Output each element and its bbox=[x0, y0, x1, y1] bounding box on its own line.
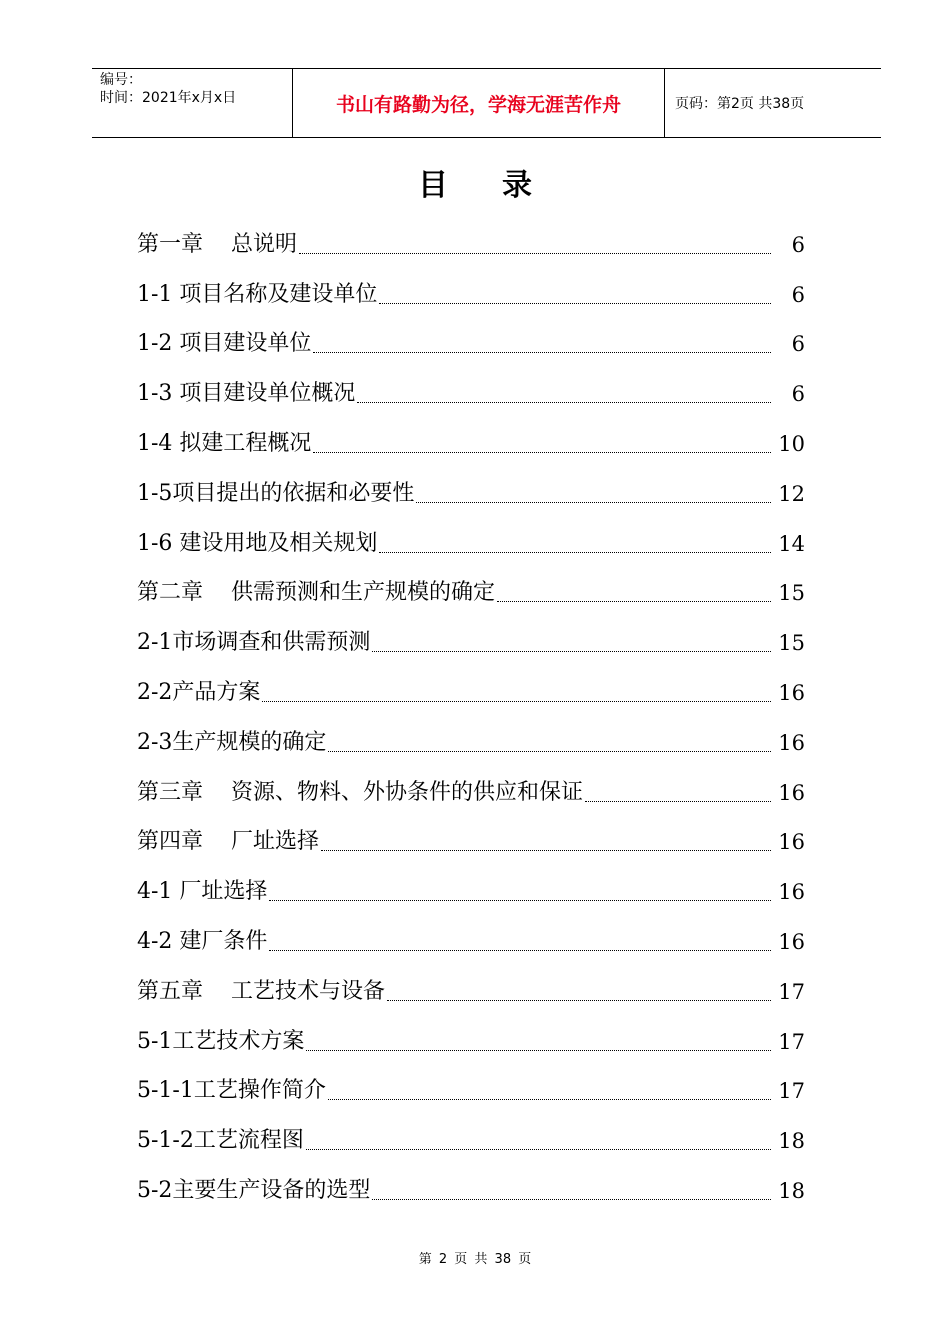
toc-entry[interactable] bbox=[137, 511, 805, 561]
toc-entry-label: 1-4 拟建工程概况 bbox=[137, 430, 312, 456]
toc-entry-label: 4-2 建厂条件 bbox=[137, 928, 268, 954]
toc-entry-label: 5-2主要生产设备的选型 bbox=[137, 1177, 371, 1203]
toc-leader bbox=[497, 600, 771, 602]
table-of-contents bbox=[137, 212, 805, 1208]
toc-entry-page: 18 bbox=[778, 1178, 805, 1203]
toc-entry-page: 16 bbox=[778, 830, 805, 855]
toc-entry-page: 17 bbox=[778, 979, 805, 1004]
toc-leader bbox=[372, 1198, 771, 1200]
toc-entry-page: 17 bbox=[778, 1079, 805, 1104]
toc-entry-label: 2-3生产规模的确定 bbox=[137, 729, 327, 755]
toc-entry-label: 5-1工艺技术方案 bbox=[137, 1028, 305, 1054]
toc-entry[interactable] bbox=[137, 959, 805, 1009]
toc-entry[interactable] bbox=[137, 610, 805, 660]
toc-leader bbox=[379, 551, 771, 553]
toc-leader bbox=[306, 1049, 771, 1051]
toc-leader bbox=[328, 750, 771, 752]
toc-entry[interactable] bbox=[137, 1059, 805, 1109]
toc-entry-page: 16 bbox=[778, 880, 805, 905]
toc-entry-label: 第一章 总说明 bbox=[137, 231, 297, 257]
header-motto: 书山有路勤为径，学海无涯苦作舟 bbox=[293, 69, 665, 137]
toc-entry-page: 17 bbox=[778, 1029, 805, 1054]
toc-entry[interactable] bbox=[137, 859, 805, 909]
toc-entry[interactable] bbox=[137, 810, 805, 860]
toc-leader bbox=[262, 700, 771, 702]
toc-entry[interactable] bbox=[137, 1009, 805, 1059]
toc-entry-page: 16 bbox=[778, 780, 805, 805]
toc-entry-page: 18 bbox=[778, 1129, 805, 1154]
toc-leader bbox=[372, 650, 771, 652]
toc-entry[interactable] bbox=[137, 212, 805, 262]
toc-entry-page: 6 bbox=[791, 332, 805, 357]
toc-entry-label: 5-1-1工艺操作简介 bbox=[137, 1078, 326, 1104]
page-header bbox=[92, 68, 881, 138]
header-page: 页码：第2页 共38页 bbox=[675, 96, 805, 112]
page-footer: 第 2 页 共 38 页 bbox=[418, 1252, 532, 1267]
toc-entry[interactable] bbox=[137, 1158, 805, 1208]
toc-entry-label: 1-6 建设用地及相关规划 bbox=[137, 530, 378, 556]
toc-entry-label: 第四章 厂址选择 bbox=[137, 829, 319, 855]
toc-leader bbox=[328, 1098, 771, 1100]
toc-leader bbox=[321, 849, 771, 851]
toc-leader bbox=[379, 302, 771, 304]
toc-entry-page: 6 bbox=[791, 382, 805, 407]
toc-entry-label: 1-1 项目名称及建设单位 bbox=[137, 281, 378, 307]
toc-entry[interactable] bbox=[137, 760, 805, 810]
toc-leader bbox=[387, 999, 771, 1001]
toc-leader bbox=[313, 451, 771, 453]
toc-entry[interactable] bbox=[137, 461, 805, 511]
toc-entry[interactable] bbox=[137, 710, 805, 760]
page-title: 目录 bbox=[418, 168, 586, 203]
toc-entry-label: 1-3 项目建设单位概况 bbox=[137, 381, 356, 407]
toc-leader bbox=[269, 899, 771, 901]
toc-entry-page: 6 bbox=[791, 232, 805, 257]
toc-entry-page: 15 bbox=[778, 581, 805, 606]
toc-entry-label: 第二章 供需预测和生产规模的确定 bbox=[137, 580, 495, 606]
toc-entry-page: 16 bbox=[778, 929, 805, 954]
toc-entry[interactable] bbox=[137, 1108, 805, 1158]
toc-entry-label: 第五章 工艺技术与设备 bbox=[137, 978, 385, 1004]
toc-entry-page: 12 bbox=[778, 481, 805, 506]
toc-entry[interactable] bbox=[137, 411, 805, 461]
toc-leader bbox=[313, 351, 771, 353]
toc-leader bbox=[269, 949, 771, 951]
toc-entry[interactable] bbox=[137, 561, 805, 611]
number-label: 编号： bbox=[100, 72, 142, 88]
toc-leader bbox=[416, 501, 771, 503]
toc-entry-page: 14 bbox=[778, 531, 805, 556]
toc-entry-label: 1-2 项目建设单位 bbox=[137, 331, 312, 357]
toc-entry-page: 16 bbox=[778, 730, 805, 755]
toc-entry-page: 15 bbox=[778, 631, 805, 656]
toc-leader bbox=[299, 252, 771, 254]
toc-leader bbox=[585, 800, 771, 802]
toc-entry[interactable] bbox=[137, 312, 805, 362]
toc-entry[interactable] bbox=[137, 361, 805, 411]
toc-entry-label: 2-2产品方案 bbox=[137, 679, 261, 705]
toc-entry[interactable] bbox=[137, 660, 805, 710]
toc-entry-page: 10 bbox=[778, 431, 805, 456]
toc-entry-label: 2-1市场调查和供需预测 bbox=[137, 630, 371, 656]
toc-entry-page: 16 bbox=[778, 680, 805, 705]
toc-entry[interactable] bbox=[137, 262, 805, 312]
toc-entry-page: 6 bbox=[791, 282, 805, 307]
time-label: 时间：2021年x月x日 bbox=[100, 90, 237, 106]
toc-entry-label: 5-1-2工艺流程图 bbox=[137, 1128, 304, 1154]
header-meta bbox=[92, 69, 293, 137]
toc-leader bbox=[357, 401, 771, 403]
toc-entry[interactable] bbox=[137, 909, 805, 959]
toc-entry-label: 4-1 厂址选择 bbox=[137, 879, 268, 905]
toc-entry-label: 第三章 资源、物料、外协条件的供应和保证 bbox=[137, 779, 583, 805]
toc-leader bbox=[306, 1148, 771, 1150]
toc-entry-label: 1-5项目提出的依据和必要性 bbox=[137, 480, 415, 506]
